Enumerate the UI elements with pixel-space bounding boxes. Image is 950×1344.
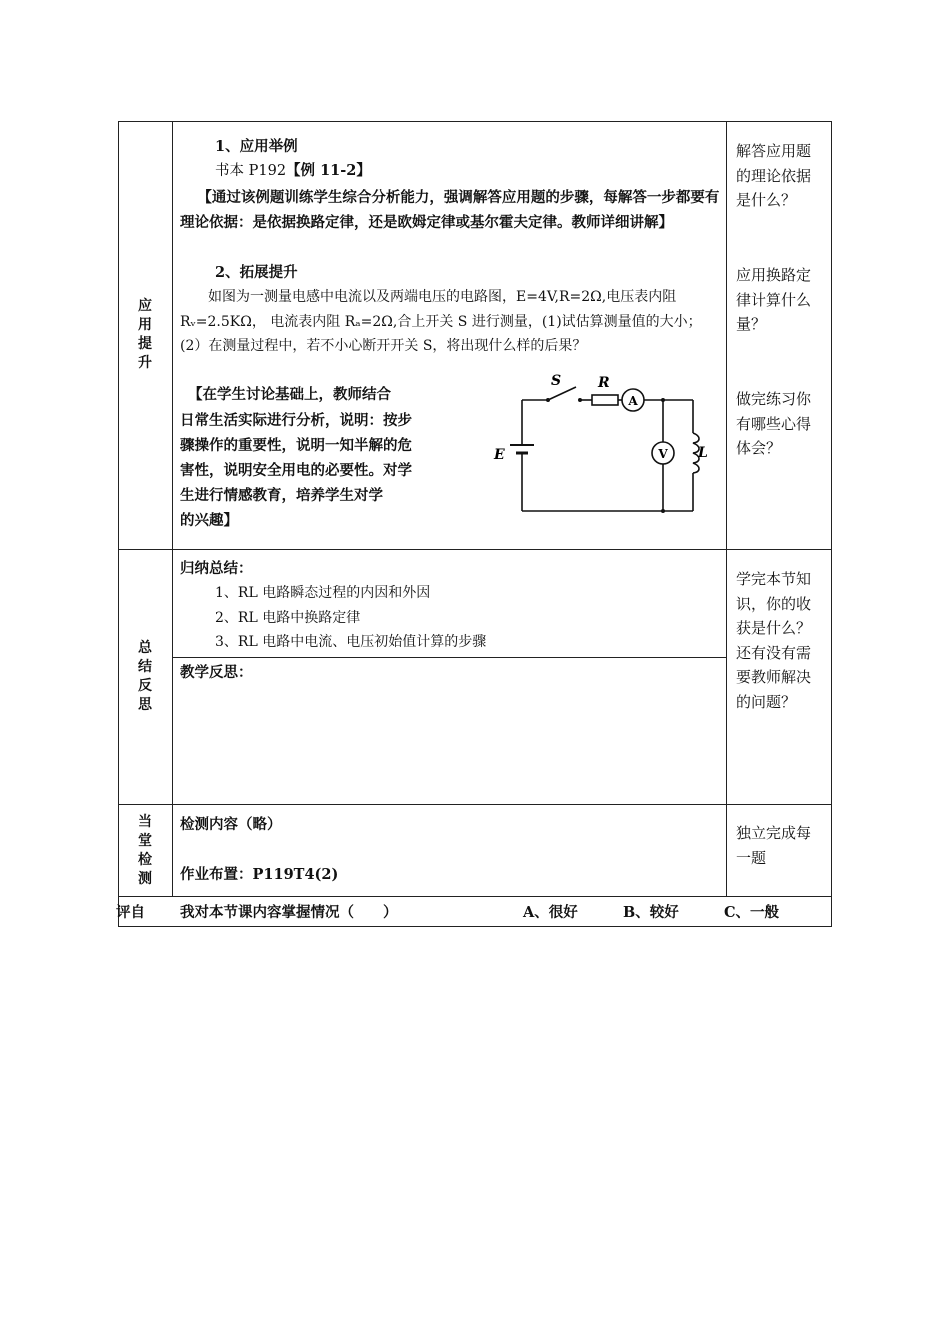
application-note-2: 应用换路定律计算什么量？: [736, 266, 812, 333]
self-eval-label: 评自: [116, 904, 145, 921]
teaching-note-2-line-5: 生进行情感教育，培养学生对学: [180, 487, 383, 504]
label-char: 升: [138, 355, 152, 371]
application-label: [118, 297, 172, 373]
label-char: 提: [138, 336, 152, 352]
application-heading-1: 1、应用举例: [215, 138, 298, 155]
ammeter-label: A: [628, 394, 638, 408]
label-char: 应: [138, 298, 152, 314]
label-char: 反: [138, 678, 152, 694]
label-char: 结: [138, 659, 152, 675]
self-eval-question: 我对本节课内容掌握情况（ ）: [180, 904, 398, 921]
label-char: 检: [138, 852, 152, 868]
voltmeter-label: V: [658, 447, 668, 461]
summary-label: [118, 639, 172, 715]
note-column-divider: [726, 121, 727, 896]
resistor-label: R: [598, 375, 610, 391]
reflection-label: 教学反思：: [180, 664, 253, 681]
application-note-1: 解答应用题的理论依据是什么？: [736, 142, 812, 209]
summary-title: 归纳总结：: [180, 560, 253, 577]
switch-label: S: [551, 373, 562, 389]
label-char: 堂: [138, 833, 152, 849]
inductor-label: L: [698, 445, 708, 461]
table-border-left: [118, 121, 119, 927]
label-char: 当: [138, 814, 152, 830]
book-reference-example: 【例 11-2】: [286, 162, 371, 179]
application-note-3: 做完练习你有哪些心得体会？: [736, 390, 812, 457]
check-content: 检测内容（略）: [180, 816, 282, 833]
label-char: 总: [138, 640, 152, 656]
book-reference: [215, 159, 371, 183]
teaching-note-2-line-4: 害性，说明安全用电的必要性。对学: [180, 462, 412, 479]
table-border-right: [831, 121, 832, 927]
self-eval-option-b[interactable]: B、较好: [623, 904, 679, 921]
label-char: 思: [138, 697, 152, 713]
summary-item-2: 2、RL 电路中换路定律: [215, 610, 361, 626]
label-column-divider: [172, 121, 173, 896]
row-divider-2: [118, 804, 832, 805]
lesson-table: [118, 121, 832, 927]
teaching-note-2-line-6: 的兴趣】: [180, 512, 238, 529]
row-divider-3: [118, 896, 832, 897]
circuit-problem: 如图为一测量电感中电流以及两端电压的电路图，E=4V,R=2Ω,电压表内阻 Rᵥ=2.5KΩ， 电流表内阻 Rₐ=2Ω,合上开关 S 进行测量，(1)试估算测量值的大小；(2）在测量过程中，若不小心断开开关 S，将出现什么样的后果？: [180, 289, 702, 354]
teaching-note-2-line-1: 【在学生讨论基础上，教师结合: [188, 386, 391, 403]
teaching-note-2-line-3: 骤操作的重要性，说明一知半解的危: [180, 437, 412, 454]
summary-item-1: 1、RL 电路瞬态过程的内因和外因: [215, 585, 431, 601]
summary-inner-divider: [172, 657, 726, 658]
label-char: 用: [138, 317, 152, 333]
self-eval-option-a[interactable]: A、很好: [523, 904, 578, 921]
summary-item-3: 3、RL 电路中电流、电压初始值计算的步骤: [215, 634, 487, 650]
check-label: [118, 813, 172, 889]
row-divider-1: [118, 549, 832, 550]
homework: 作业布置：P119T4(2): [180, 866, 339, 883]
source-label: E: [494, 447, 505, 463]
application-heading-2: 2、拓展提升: [215, 264, 298, 281]
table-border-bottom: [118, 926, 832, 927]
book-reference-prefix: 书本 P192: [215, 163, 287, 179]
self-eval-option-c[interactable]: C、一般: [724, 904, 780, 921]
table-border-top: [118, 121, 832, 122]
teaching-note-2-line-2: 日常生活实际进行分析，说明：按步: [180, 412, 412, 429]
label-char: 测: [138, 871, 152, 887]
check-note: 独立完成每一题: [736, 824, 812, 867]
teaching-note-1: 【通过该例题训练学生综合分析能力，强调解答应用题的步骤，每解答一步都要有理论依据：是依据换路定律，还是欧姆定律或基尔霍夫定律。教师详细讲解】: [180, 189, 720, 231]
summary-note: 学完本节知识，你的收获是什么？还有没有需要教师解决的问题？: [736, 570, 812, 711]
rl-circuit-diagram: [488, 373, 708, 519]
